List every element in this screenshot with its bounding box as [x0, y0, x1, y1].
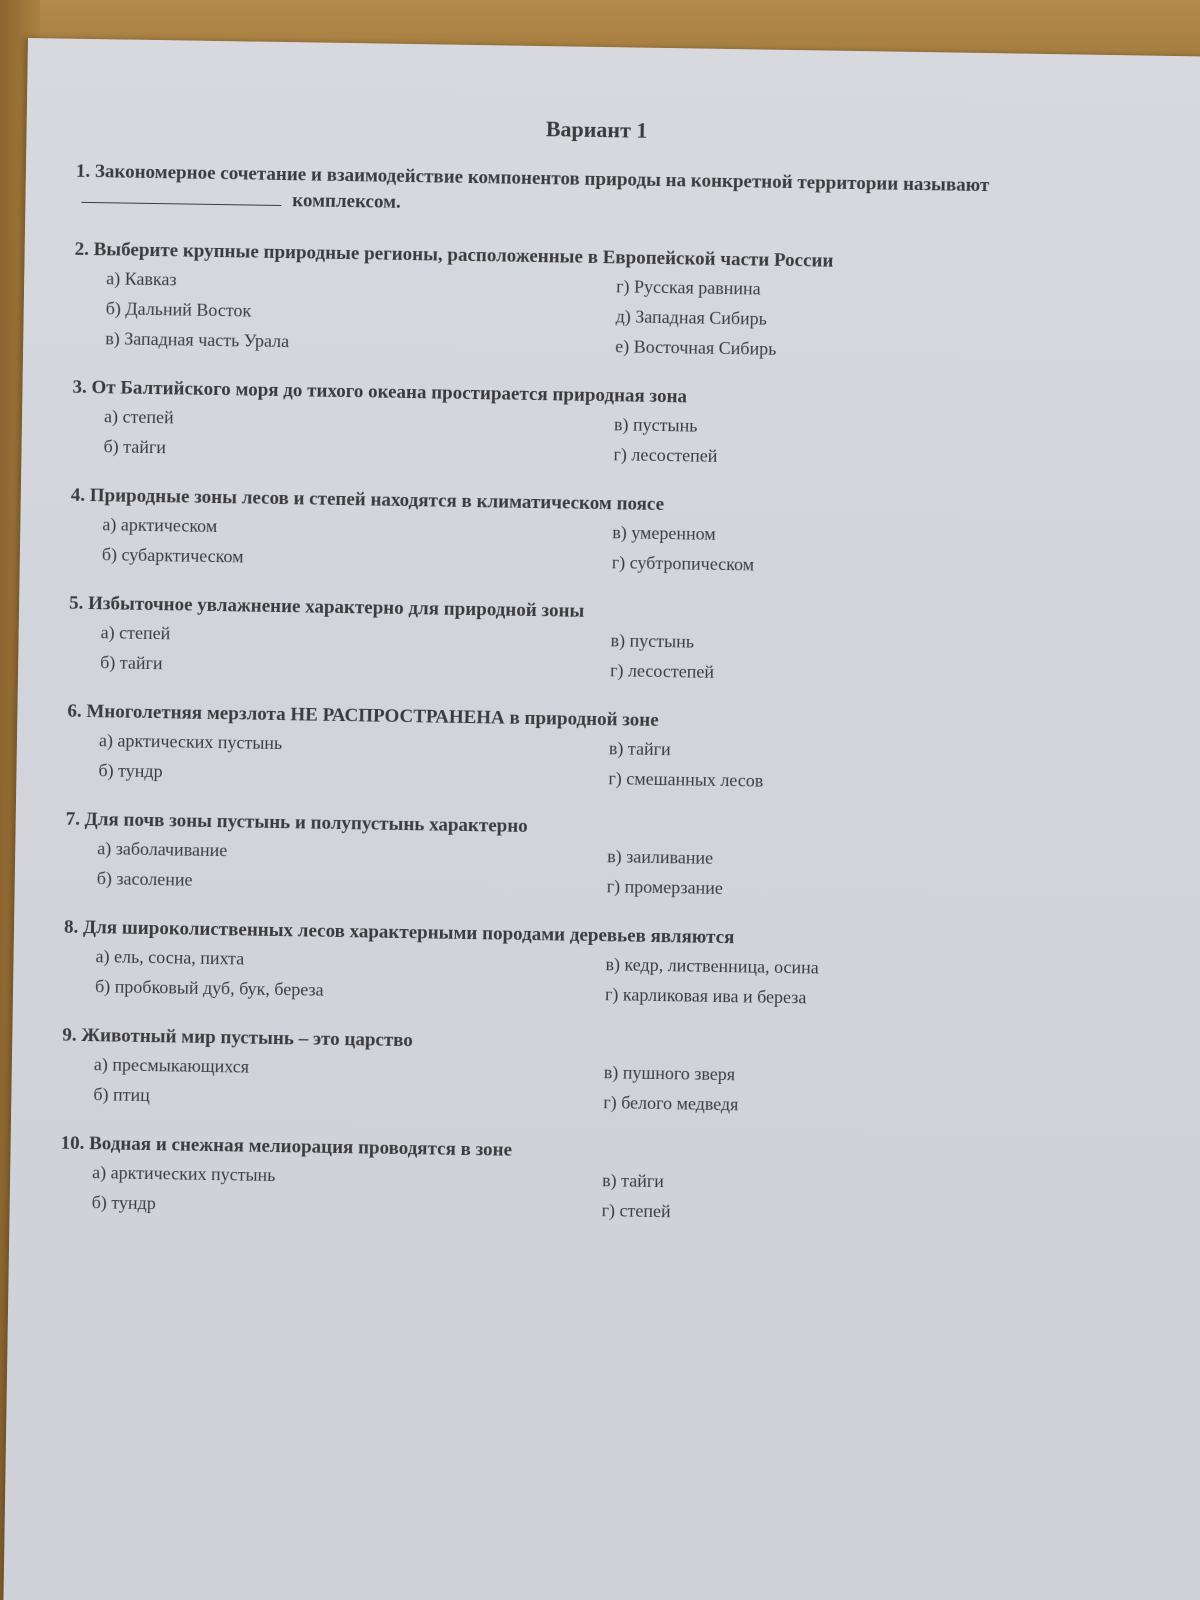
question-5: [68, 591, 1109, 693]
answer-option: г) белого медведя: [603, 1092, 739, 1115]
answer-option: г) лесостепей: [609, 660, 715, 682]
answer-option: а) пресмыкающихся: [93, 1054, 250, 1077]
question-4: [70, 483, 1111, 585]
answer-option: а) арктических пустынь: [92, 1162, 276, 1186]
answer-option: б) тундр: [98, 760, 163, 782]
answer-option: в) пушного зверя: [603, 1062, 736, 1085]
options-column-left: [95, 941, 606, 1009]
answer-option: д) Западная Сибирь: [615, 306, 768, 329]
answer-option: г) субтропическом: [611, 552, 755, 575]
answer-option: б) субарктическом: [101, 544, 244, 567]
question-text: 2. Выберите крупные природные регионы, расположенные в Европейской части России: [74, 238, 834, 272]
options-column-left: [100, 617, 611, 685]
answer-option: в) заиливание: [607, 846, 714, 868]
answer-option: б) засоление: [96, 868, 193, 890]
answer-option: а) степей: [100, 622, 171, 644]
paper-sheet: [3, 38, 1200, 1600]
answer-option: б) Дальний Восток: [105, 298, 252, 321]
question-text: 9. Животный мир пустынь – это царство: [62, 1024, 414, 1052]
answer-option: г) смешанных лесов: [608, 768, 764, 791]
question-text: 3. От Балтийского моря до тихого океана простирается природная зона: [72, 376, 688, 408]
question-1: [75, 159, 1116, 227]
variant-title: Вариант 1: [545, 116, 648, 143]
options-column-right: [608, 733, 1069, 800]
options-column-left: [91, 1157, 602, 1225]
options-column-right: [603, 1057, 1064, 1124]
answer-option: г) Русская равнина: [616, 276, 761, 299]
answer-option: г) лесостепей: [613, 444, 718, 466]
answer-option: в) умеренном: [612, 522, 716, 544]
answer-option: в) пустынь: [610, 630, 695, 652]
options-column-left: [102, 509, 613, 577]
question-text: 6. Многолетняя мерзлота НЕ РАСПРОСТРАНЕНА в природной зоне: [67, 700, 659, 731]
options-column-left: [97, 833, 608, 901]
answer-option: г) карликовая ива и береза: [604, 984, 807, 1008]
answer-option: в) Западная часть Урала: [105, 328, 290, 352]
question-10: [59, 1131, 1100, 1233]
question-9: [61, 1023, 1102, 1125]
options-column-right: [605, 949, 1066, 1016]
options-column-left: [103, 401, 614, 469]
options-column-right: [613, 409, 1074, 476]
question-1-suffix: комплексом.: [292, 190, 401, 213]
question-7: [65, 807, 1106, 909]
answer-option: в) пустынь: [613, 414, 698, 436]
options-column-left: [98, 725, 609, 793]
options-column-right: [610, 625, 1071, 692]
answer-option: б) тундр: [91, 1192, 156, 1214]
answer-option: г) промерзание: [606, 876, 724, 899]
question-1-text: 1. Закономерное сочетание и взаимодействие компонентов природы на конкретной территории называют: [75, 160, 990, 197]
answer-option: в) тайги: [608, 738, 671, 760]
question-2: [73, 237, 1115, 369]
answer-options: [105, 263, 1114, 369]
answer-option: б) пробковый дуб, бук, береза: [94, 976, 324, 1000]
options-column-right: [607, 841, 1068, 908]
answer-option: а) заболачивание: [97, 838, 228, 861]
answer-option: е) Восточная Сибирь: [615, 336, 777, 359]
options-column-right: [615, 271, 1076, 368]
question-6: [66, 699, 1107, 801]
question-text: 7. Для почв зоны пустынь и полупустынь характерно: [65, 808, 528, 837]
answer-option: а) арктическом: [102, 514, 218, 537]
options-column-left: [105, 263, 616, 361]
options-column-right: [612, 517, 1073, 584]
answer-option: а) степей: [103, 406, 174, 428]
answer-option: г) степей: [601, 1200, 671, 1222]
answer-option: б) тайги: [100, 652, 163, 674]
question-list: [59, 237, 1114, 1233]
answer-option: в) тайги: [601, 1170, 664, 1192]
worksheet-content: [59, 109, 1117, 1255]
answer-option: а) ель, сосна, пихта: [95, 946, 245, 969]
answer-option: б) тайги: [103, 436, 167, 458]
question-3: [71, 375, 1112, 477]
answer-option: а) арктических пустынь: [98, 730, 283, 754]
question-8: [63, 915, 1104, 1017]
question-text: 8. Для широколиственных лесов характерными породами деревьев являются: [63, 916, 735, 949]
options-column-left: [93, 1049, 604, 1117]
options-column-right: [601, 1165, 1062, 1232]
question-text: 4. Природные зоны лесов и степей находятся в климатическом поясе: [70, 484, 665, 516]
question-text: 10. Водная и снежная мелиорация проводятся в зоне: [60, 1132, 513, 1161]
answer-option: б) птиц: [93, 1084, 150, 1106]
answer-blank: [81, 188, 281, 206]
question-text: 5. Избыточное увлажнение характерно для природной зоны: [68, 592, 585, 622]
answer-option: в) кедр, лиственница, осина: [605, 954, 819, 978]
answer-option: а) Кавказ: [106, 268, 177, 290]
